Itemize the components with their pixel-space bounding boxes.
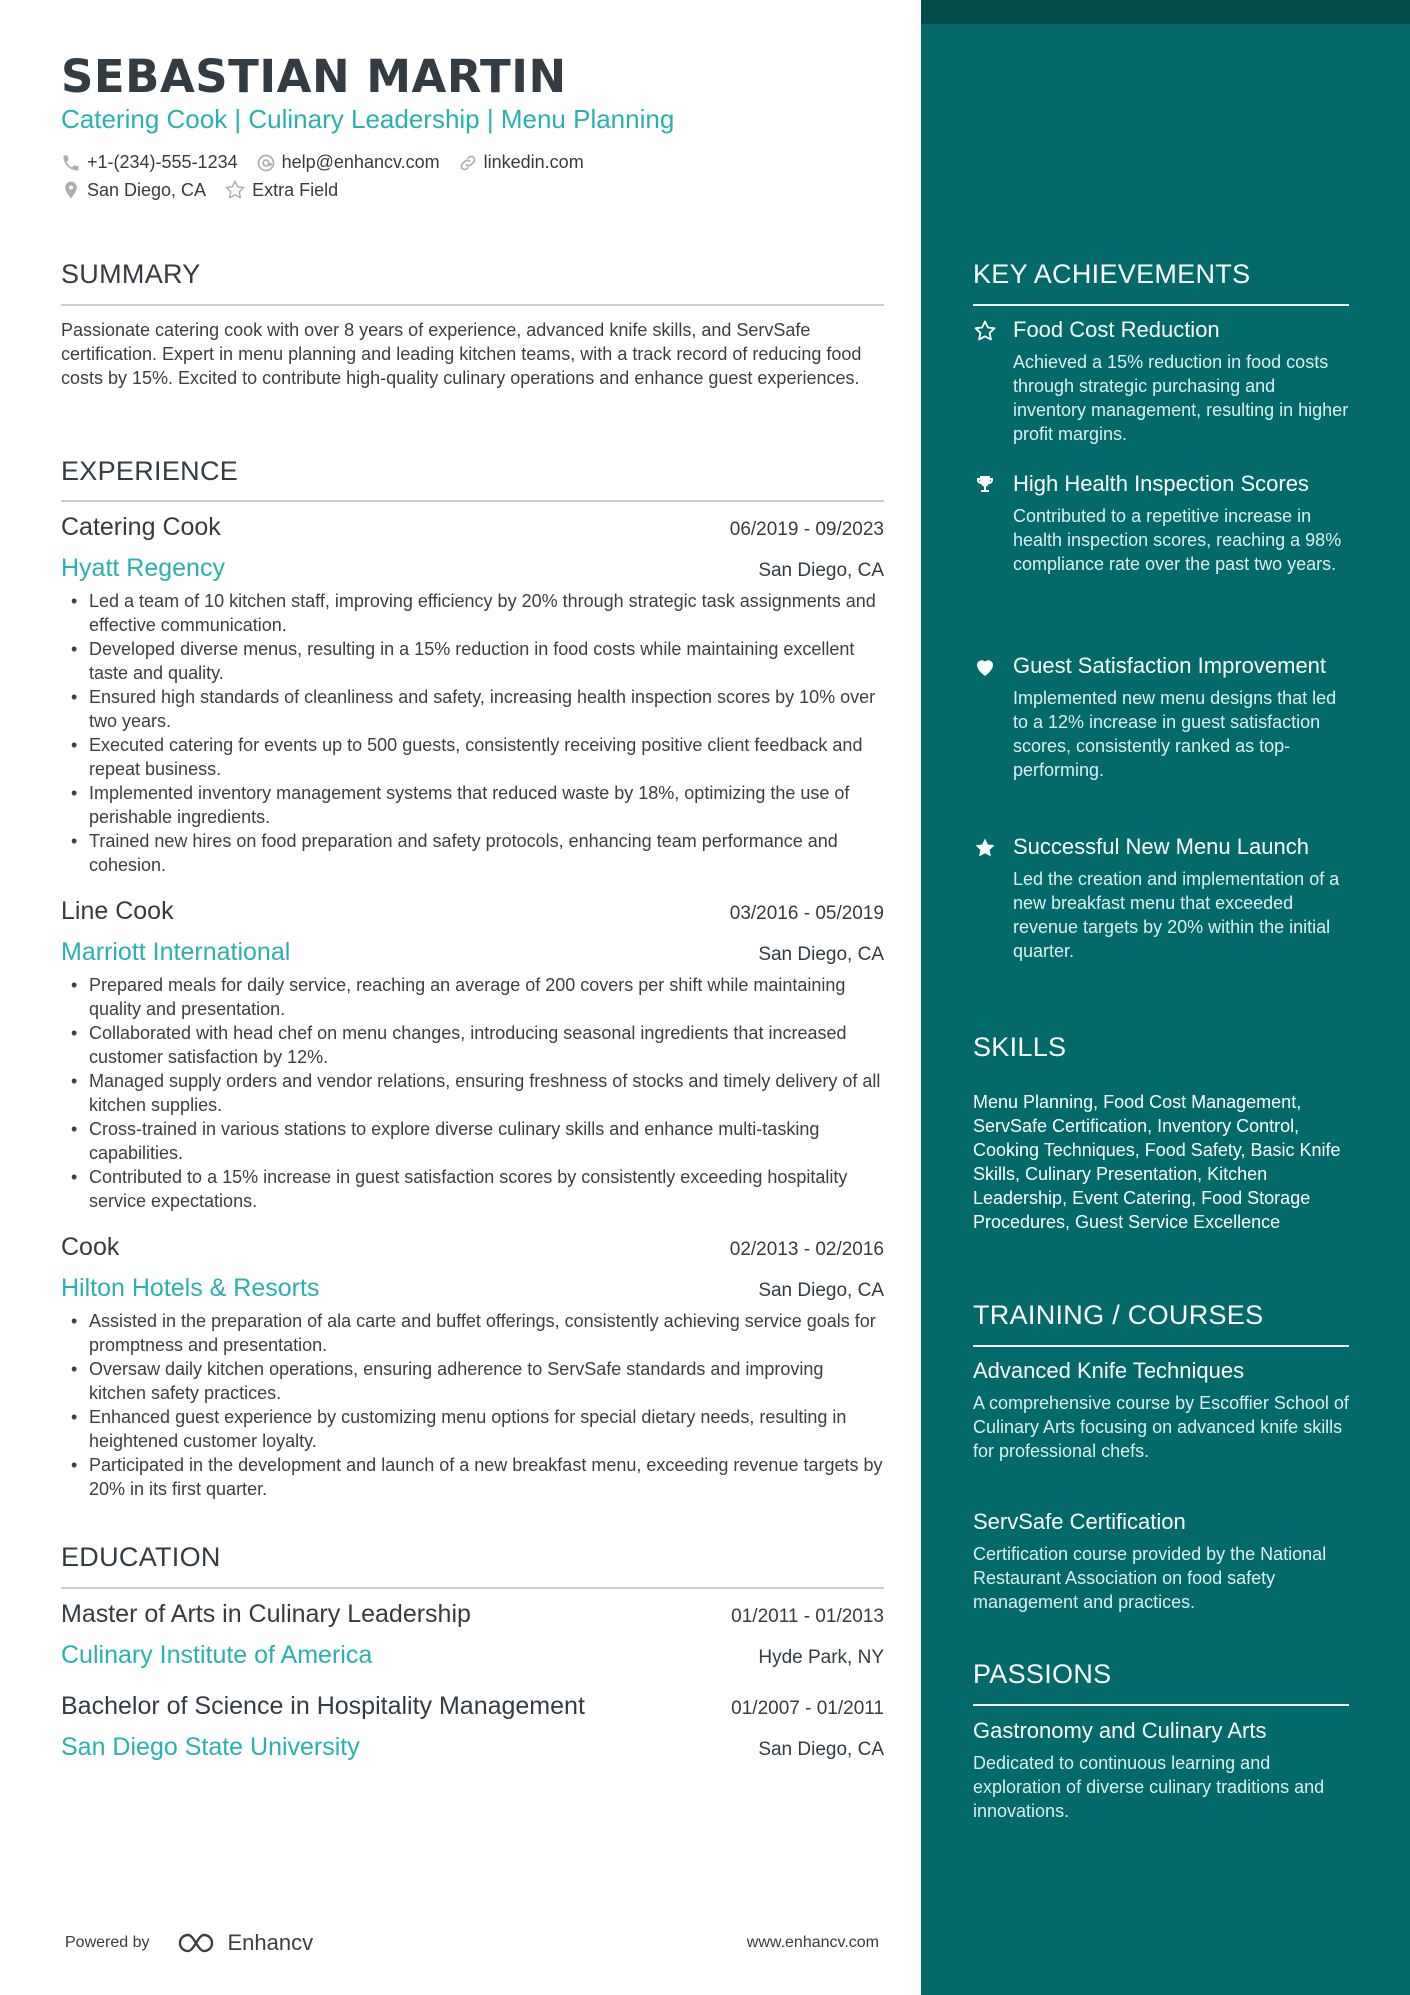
location-pin-icon (61, 180, 81, 200)
degree-dates: 01/2007 - 01/2011 (731, 1698, 884, 1719)
location-text: San Diego, CA (87, 179, 207, 200)
list-item: • Collaborated with head chef on menu changes, introducing seasonal ingredients that increased customer satisfaction by 12%. (61, 1021, 884, 1069)
list-item: • Implemented inventory management systems that reduced waste by 18%, optimizing the use of perishable ingredients. (61, 781, 884, 829)
education-entry (61, 1692, 884, 1762)
achievements-divider (973, 304, 1349, 306)
course-title: ServSafe Certification (973, 1509, 1186, 1534)
job-dates: 02/2013 - 02/2016 (729, 1239, 884, 1260)
powered-by-text: Powered by (65, 1934, 150, 1951)
passion-item (973, 1716, 1353, 1823)
summary-divider (61, 304, 884, 306)
experience-divider (61, 500, 884, 502)
achievement-title: Food Cost Reduction (1013, 317, 1220, 342)
job-title: Cook (61, 1233, 120, 1261)
linkedin-text: linkedin.com (483, 152, 584, 172)
sidebar (921, 0, 1410, 1995)
achievement-description: Achieved a 15% reduction in food costs through strategic purchasing and inventory management, resulting in higher profit margins. (1013, 352, 1349, 444)
education-heading: EDUCATION (61, 1542, 221, 1572)
link-icon (458, 153, 478, 173)
brand-name: Enhancv (227, 1930, 314, 1955)
extra-field-text: Extra Field (252, 179, 339, 200)
skills-heading: SKILLS (973, 1032, 1067, 1062)
contact-location (61, 180, 206, 201)
achievement-title: Successful New Menu Launch (1013, 834, 1309, 859)
achievement-item (973, 315, 1353, 446)
job-bullets (61, 1309, 884, 1501)
passions-heading: PASSIONS (973, 1659, 1112, 1689)
achievement-title: Guest Satisfaction Improvement (1013, 653, 1327, 678)
job-bullets (61, 589, 884, 877)
course-description: A comprehensive course by Escoffier School of Culinary Arts focusing on advanced knife skills for professional chefs. (973, 1393, 1349, 1461)
list-item: • Enhanced guest experience by customizing menu options for special dietary needs, resulting in heightened customer loyalty. (61, 1405, 884, 1453)
education-divider (61, 1587, 884, 1589)
school-location: San Diego, CA (758, 1739, 884, 1760)
passions-divider (973, 1704, 1349, 1706)
job-location: San Diego, CA (758, 560, 884, 581)
passion-description: Dedicated to continuous learning and exploration of diverse culinary traditions and innovations. (973, 1753, 1325, 1821)
powered-by (65, 1930, 313, 1956)
job-entry (61, 1233, 884, 1501)
degree-title: Master of Arts in Culinary Leadership (61, 1600, 471, 1628)
list-item: • Cross-trained in various stations to explore diverse culinary skills and enhance multi-tasking capabilities. (61, 1117, 884, 1165)
candidate-name: SEBASTIAN MARTIN (61, 50, 567, 103)
candidate-headline: Catering Cook | Culinary Leadership | Menu Planning (61, 104, 675, 134)
job-location: San Diego, CA (758, 1280, 884, 1301)
star-outline-icon (973, 319, 997, 343)
list-item: • Managed supply orders and vendor relations, ensuring freshness of stocks and timely delivery of all kitchen supplies. (61, 1069, 884, 1117)
course-item (973, 1356, 1353, 1463)
school-name: San Diego State University (61, 1733, 360, 1761)
list-item: • Oversaw daily kitchen operations, ensuring adherence to ServSafe standards and improving kitchen safety practices. (61, 1357, 884, 1405)
contact-linkedin[interactable] (458, 152, 584, 173)
school-location: Hyde Park, NY (758, 1647, 884, 1668)
education-entry (61, 1600, 884, 1670)
job-company: Marriott International (61, 938, 291, 966)
list-item: • Led a team of 10 kitchen staff, improving efficiency by 20% through strategic task assignments and effective communication. (61, 589, 884, 637)
contact-extra (224, 179, 338, 201)
achievements-heading: KEY ACHIEVEMENTS (973, 259, 1251, 289)
job-dates: 06/2019 - 09/2023 (729, 519, 884, 540)
list-item: • Ensured high standards of cleanliness and safety, increasing health inspection scores by 10% over two years. (61, 685, 884, 733)
passion-title: Gastronomy and Culinary Arts (973, 1718, 1267, 1743)
list-item: • Executed catering for events up to 500 guests, consistently receiving positive client feedback and repeat business. (61, 733, 884, 781)
achievement-item (973, 832, 1353, 963)
achievement-item (973, 651, 1353, 782)
training-divider (973, 1345, 1349, 1347)
job-company: Hyatt Regency (61, 554, 225, 582)
email-text: help@enhancv.com (281, 152, 440, 172)
job-title: Catering Cook (61, 513, 221, 541)
job-location: San Diego, CA (758, 944, 884, 965)
footer (65, 1930, 879, 1956)
achievement-description: Led the creation and implementation of a new breakfast menu that exceeded revenue targets by 20% within the initial quarter. (1013, 869, 1340, 961)
achievement-description: Implemented new menu designs that led to a 12% increase in guest satisfaction scores, consistently ranked as top-performing. (1013, 688, 1337, 780)
at-icon (256, 153, 276, 173)
course-item (973, 1507, 1353, 1614)
achievement-description: Contributed to a repetitive increase in health inspection scores, reaching a 98% compliance rate over the past two years. (1013, 506, 1342, 574)
skills-text: Menu Planning, Food Cost Management, ServSafe Certification, Inventory Control, Cooking Techniques, Food Safety, Basic Knife Skills, Culinary Presentation, Kitchen Leadership, Event Catering, Food Storage Procedures, Guest Service Excellence (973, 1092, 1341, 1232)
job-company: Hilton Hotels & Resorts (61, 1274, 320, 1302)
degree-dates: 01/2011 - 01/2013 (731, 1606, 884, 1627)
job-dates: 03/2016 - 05/2019 (729, 903, 884, 924)
job-entry (61, 897, 884, 1213)
phone-text: +1-(234)-555-1234 (87, 152, 238, 172)
list-item: • Prepared meals for daily service, reaching an average of 200 covers per shift while maintaining quality and presentation. (61, 973, 884, 1021)
list-item: • Developed diverse menus, resulting in a 15% reduction in food costs while maintaining excellent taste and quality. (61, 637, 884, 685)
phone-icon (61, 153, 81, 173)
heart-icon (973, 655, 997, 679)
contact-phone[interactable] (61, 152, 238, 173)
degree-title: Bachelor of Science in Hospitality Management (61, 1692, 585, 1720)
achievement-item (973, 469, 1353, 576)
job-entry (61, 513, 884, 877)
training-heading: TRAINING / COURSES (973, 1300, 1264, 1330)
list-item: • Contributed to a 15% increase in guest satisfaction scores by consistently exceeding hospitality service expectations. (61, 1165, 884, 1213)
summary-text: Passionate catering cook with over 8 years of experience, advanced knife skills, and ServSafe certification. Expert in menu planning and leading kitchen teams, with a track record of reducing food costs by 15%. Excited to contribute high-quality culinary operations and enhance guest experiences. (61, 320, 862, 388)
list-item: • Participated in the development and launch of a new breakfast menu, exceeding revenue targets by 20% in its first quarter. (61, 1453, 884, 1501)
course-title: Advanced Knife Techniques (973, 1358, 1245, 1383)
star-outline-icon (224, 179, 246, 201)
website-link[interactable]: www.enhancv.com (746, 1934, 879, 1951)
list-item: • Assisted in the preparation of ala carte and buffet offerings, consistently achieving service goals for promptness and presentation. (61, 1309, 884, 1357)
contact-row-1 (61, 152, 602, 173)
job-bullets (61, 973, 884, 1213)
course-description: Certification course provided by the National Restaurant Association on food safety management and practices. (973, 1544, 1327, 1612)
job-title: Line Cook (61, 897, 174, 925)
summary-heading: SUMMARY (61, 259, 201, 289)
achievement-title: High Health Inspection Scores (1013, 471, 1309, 496)
contact-email[interactable] (256, 152, 440, 173)
school-name: Culinary Institute of America (61, 1641, 373, 1669)
experience-heading: EXPERIENCE (61, 456, 239, 486)
sidebar-top-bar (921, 0, 1410, 24)
star-filled-icon (973, 836, 997, 860)
trophy-icon (973, 473, 997, 497)
enhancv-logo[interactable] (176, 1930, 314, 1956)
contact-row-2 (61, 179, 356, 201)
list-item: • Trained new hires on food preparation and safety protocols, enhancing team performance and cohesion. (61, 829, 884, 877)
enhancv-logo-icon (176, 1930, 224, 1956)
